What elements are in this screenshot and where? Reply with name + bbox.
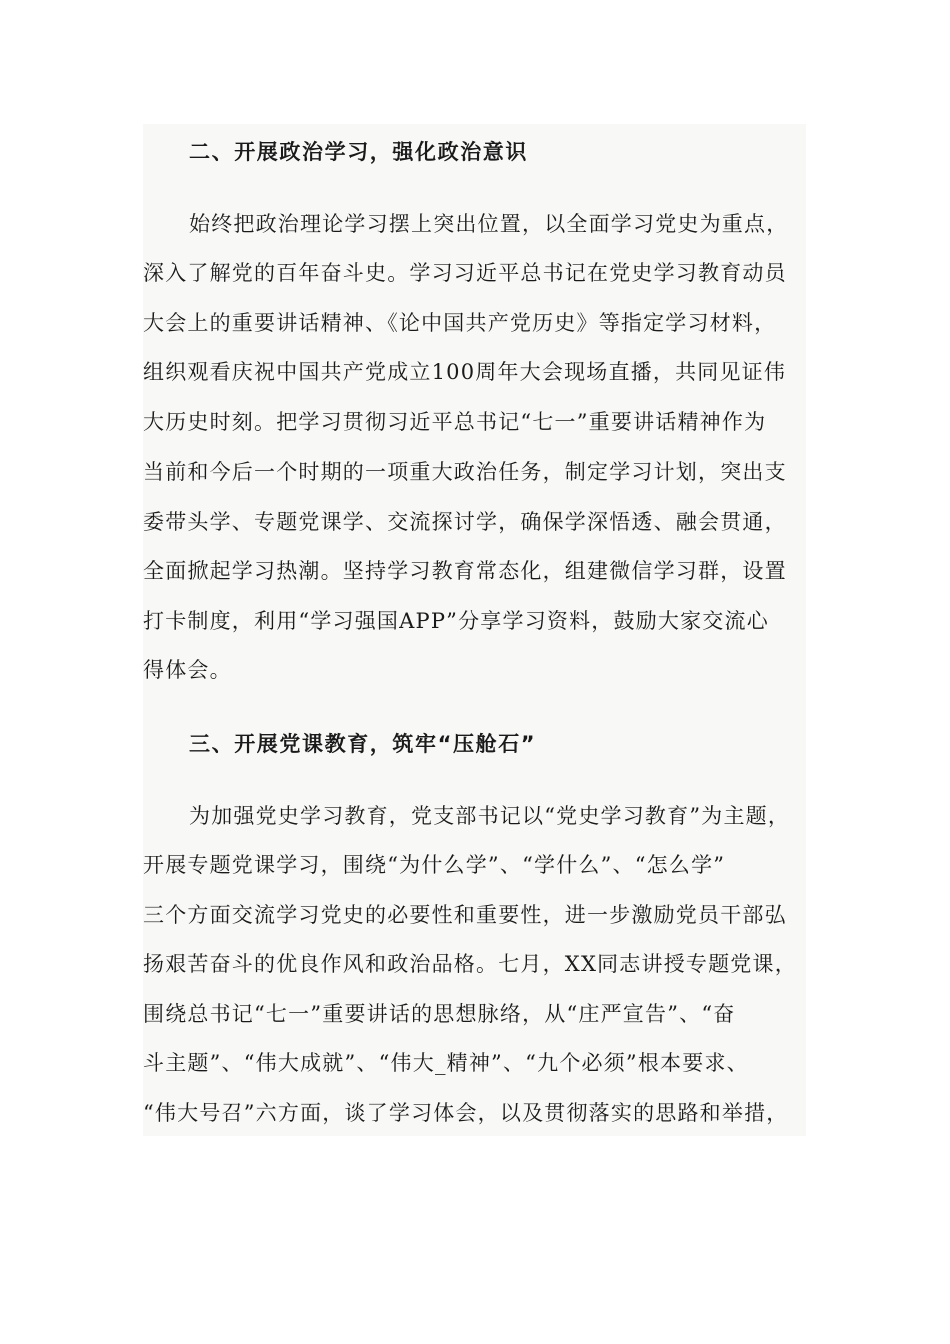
paragraph-line: 开展专题党课学习，围绕“为什么学”、“学什么”、“怎么学”	[143, 853, 726, 877]
paragraph-line: “伟大号召”六方面，谈了学习体会，以及贯彻落实的思路和举措，	[143, 1101, 789, 1125]
paragraph-line: 当前和今后一个时期的一项重大政治任务，制定学习计划，突出支	[143, 460, 787, 484]
paragraph-line: 打卡制度，利用“学习强国APP”分享学习资料，鼓励大家交流心	[143, 609, 769, 633]
paragraph-line: 得体会。	[143, 658, 232, 682]
paragraph-line: 扬艰苦奋斗的优良作风和政治品格。七月，XX同志讲授专题党课，	[143, 952, 797, 976]
paragraph-line: 深入了解党的百年奋斗史。学习习近平总书记在党史学习教育动员	[143, 261, 787, 285]
paragraph-line: 委带头学、专题党课学、交流探讨学，确保学深悟透、融会贯通，	[143, 510, 787, 534]
section-heading-political-study: 二、开展政治学习，强化政治意识	[189, 140, 528, 164]
paragraph-line: 大会上的重要讲话精神、《论中国共产党历史》等指定学习材料，	[143, 311, 777, 335]
paragraph-line: 大历史时刻。把学习贯彻习近平总书记“七一”重要讲话精神作为	[143, 410, 767, 434]
paragraph-line: 组织观看庆祝中国共产党成立100周年大会现场直播，共同见证伟	[143, 360, 787, 384]
section-heading-party-lecture: 三、开展党课教育，筑牢“压舱石”	[189, 732, 537, 756]
paragraph-line: 始终把政治理论学习摆上突出位置，以全面学习党史为重点，	[189, 212, 789, 236]
paragraph-line: 斗主题”、“伟大成就”、“伟大_精神”、“九个必须”根本要求、	[143, 1051, 749, 1075]
paragraph-line: 三个方面交流学习党史的必要性和重要性，进一步激励党员干部弘	[143, 903, 787, 927]
paragraph-line: 全面掀起学习热潮。坚持学习教育常态化，组建微信学习群，设置	[143, 559, 787, 583]
paragraph-line: 为加强党史学习教育，党支部书记以“党史学习教育”为主题，	[189, 804, 791, 828]
paragraph-line: 围绕总书记“七一”重要讲话的思想脉络，从“庄严宣告”、“奋	[143, 1002, 736, 1026]
document-body	[143, 124, 806, 1136]
